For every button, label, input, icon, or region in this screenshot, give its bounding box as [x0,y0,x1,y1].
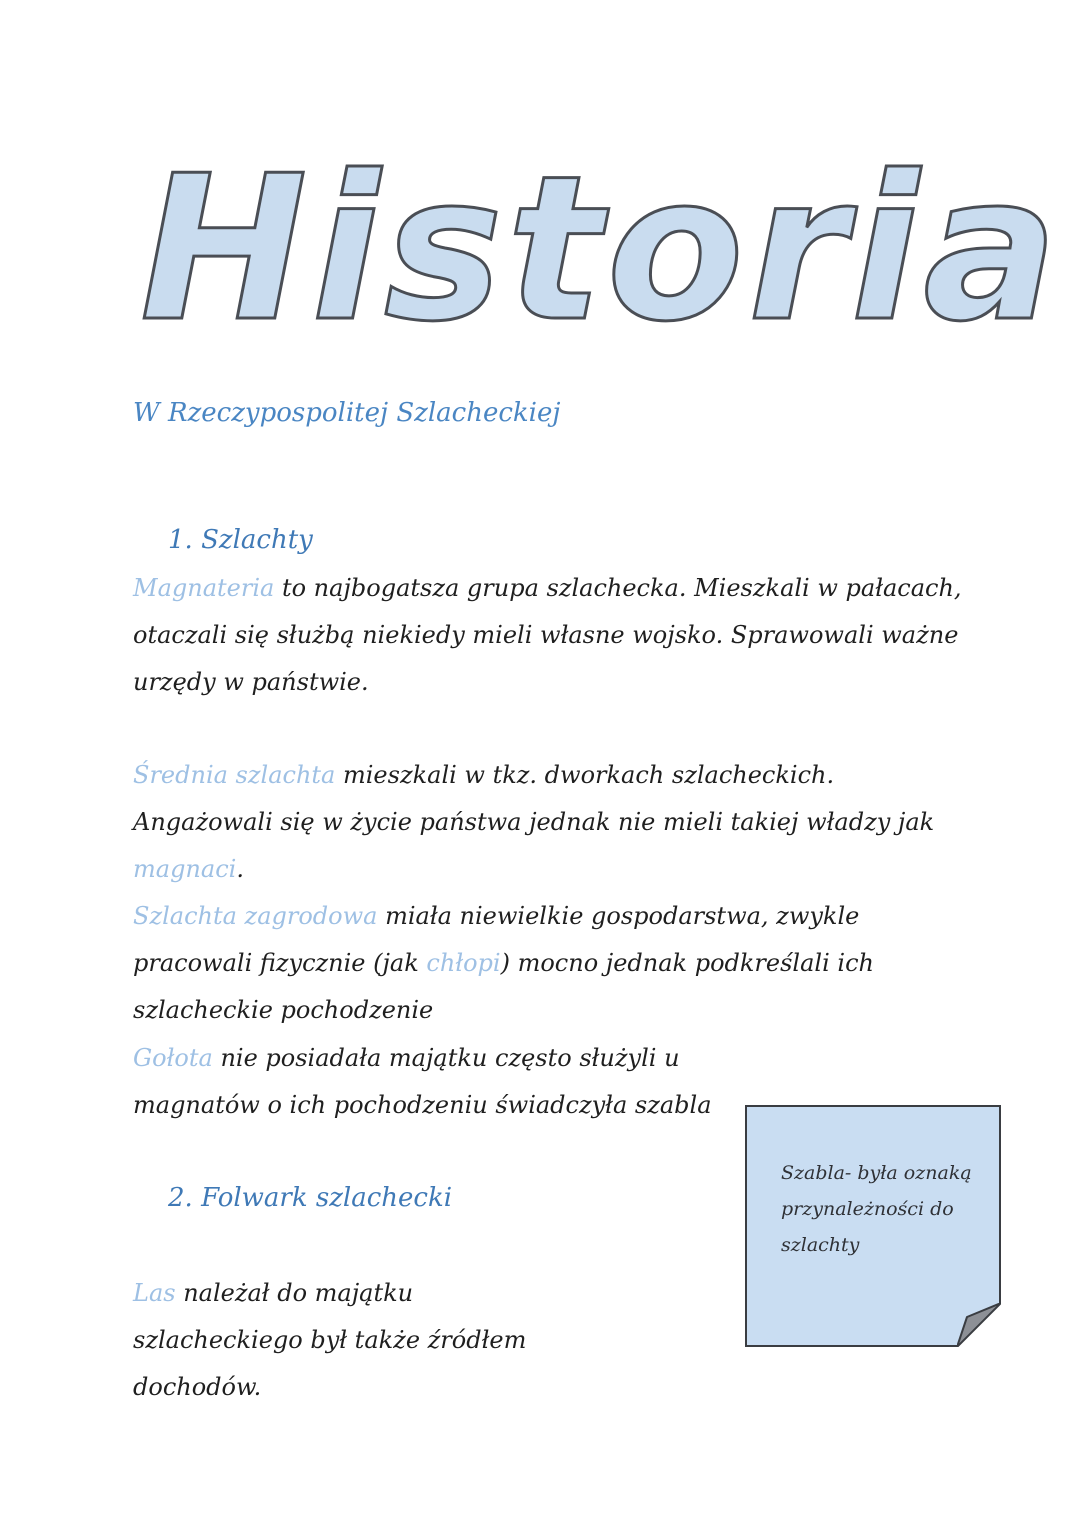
section-heading-folwark: 2. Folwark szlachecki [168,1183,453,1213]
term-szlachta-zagrodowa: Szlachta zagrodowa [133,902,378,930]
paragraph-text: mieszkali w tkz. dworkach szlacheckich. Angażowali się w życie państwa jednak nie mieli takiej władzy jak [133,761,935,836]
page-subtitle: W Rzeczypospolitej Szlacheckiej [133,398,561,428]
term-las: Las [133,1279,176,1307]
paragraph-text: należał do majątku szlacheckiego był także źródłem dochodów. [133,1279,527,1401]
paragraph-text: miała niewielkie gospodarstwa, zwykle pracowali fizycznie (jak [133,902,860,977]
section-heading-szlachty: 1. Szlachty [168,525,313,555]
paragraph-text: nie posiadała majątku często służyli u magnatów o ich pochodzeniu świadczyła szabla [133,1044,712,1119]
sticky-note [745,1105,1001,1347]
page-title: Historia [140,133,1063,366]
paragraph-text: to najbogatsza grupa szlachecka. Mieszkali w pałacach, otaczali się służbą niekiedy mieli własne wojsko. Sprawowali ważne urzędy w państwie. [133,574,962,696]
paragraph-text: ) mocno jednak podkreślali ich szlacheckie pochodzenie [133,949,874,1024]
term-srednia-szlachta: Średnia szlachta [133,761,336,789]
paragraph-golota [133,1035,733,1129]
page-curl-icon [957,1303,1001,1347]
sticky-note-text: Szabla- była oznaką przynależności do szlachty [781,1162,972,1256]
paragraph-text: . [236,855,244,883]
paragraph-szlachta-zagrodowa [133,893,963,1034]
term-golota: Gołota [133,1044,213,1072]
paragraph-las [133,1270,563,1411]
term-magnaci: magnaci [133,855,237,883]
term-chlopi: chłopi [426,949,501,977]
paragraph-srednia-szlachta [133,752,963,893]
paragraph-magnateria [133,565,963,706]
term-magnateria: Magnateria [133,574,275,602]
